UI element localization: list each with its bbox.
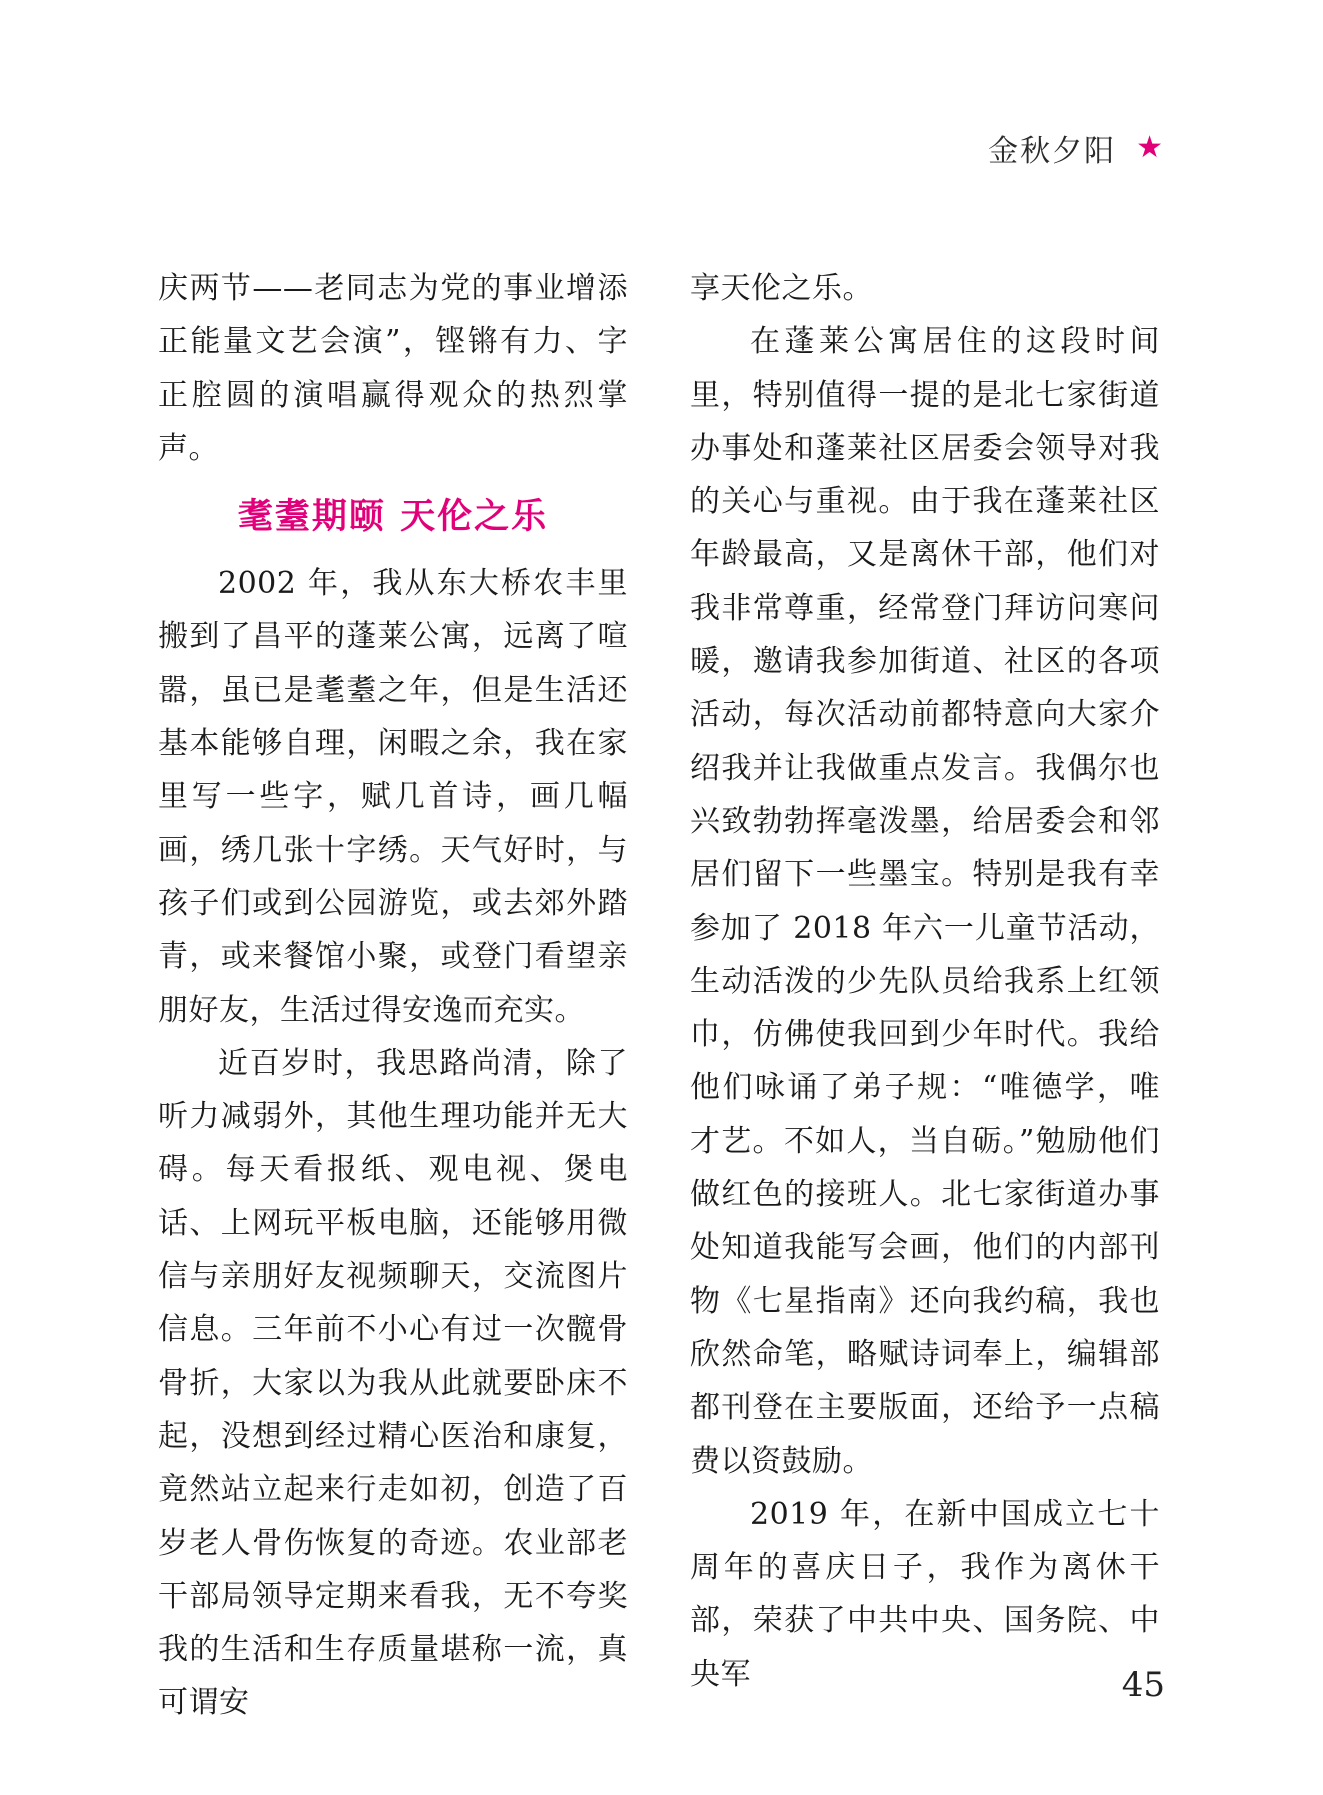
paragraph-continued: 庆两节——老同志为党的事业增添正能量文艺会演”，铿锵有力、字正腔圆的演唱赢得观众的热烈掌声。: [158, 271, 628, 466]
star-icon: ★: [1136, 130, 1163, 165]
left-column: [158, 262, 628, 1730]
running-header: [988, 126, 1163, 170]
right-column: [690, 262, 1160, 1701]
section-heading: 耄耋期颐 天伦之乐: [237, 497, 549, 538]
paragraph: 近百岁时，我思路尚清，除了听力减弱外，其他生理功能并无大碍。每天看报纸、观电视、煲电话、上网玩平板电脑，还能够用微信与亲朋好友视频聊天，交流图片信息。三年前不小心有过一次髋骨骨折，大家以为我从此就要卧床不起，没想到经过精心医治和康复，竟然站立起来行走如初，创造了百岁老人骨伤恢复的奇迹。农业部老干部局领导定期来看我，无不夸奖我的生活和生存质量堪称一流，真可谓安: [158, 1045, 628, 1721]
section-title: 金秋夕阳: [988, 134, 1117, 169]
paragraph: 在蓬莱公寓居住的这段时间里，特别值得一提的是北七家街道办事处和蓬莱社区居委会领导对我的关心与重视。由于我在蓬莱社区年龄最高，又是离休干部，他们对我非常尊重，经常登门拜访问寒问暖，邀请我参加街道、社区的各项活动，每次活动前都特意向大家介绍我并让我做重点发言。我偶尔也兴致勃勃挥毫泼墨，给居委会和邻居们留下一些墨宝。特别是我有幸参加了 2018 年六一儿童节活动，生动活泼的少先队员给我系上红领巾，仿佛使我回到少年时代。我给他们咏诵了弟子规：“唯德学，唯才艺。不如人，当自砺。”勉励他们做红色的接班人。北七家街道办事处知道我能写会画，他们的内部刊物《七星指南》还向我约稿，我也欣然命笔，略赋诗词奉上，编辑部都刊登在主要版面，还给予一点稿费以资鼓励。: [690, 324, 1160, 1479]
paragraph-continued: 享天伦之乐。: [690, 271, 873, 306]
paragraph: 2019 年，在新中国成立七十周年的喜庆日子，我作为离休干部，荣获了中共中央、国务院、中央军: [690, 1496, 1160, 1692]
paragraph: 2002 年，我从东大桥农丰里搬到了昌平的蓬莱公寓，远离了喧嚣，虽已是耄耋之年，但是生活还基本能够自理，闲暇之余，我在家里写一些字，赋几首诗，画几幅画，绣几张十字绣。天气好时，与孩子们或到公园游览，或去郊外踏青，或来餐馆小聚，或登门看望亲朋好友，生活过得安逸而充实。: [158, 566, 628, 1028]
page-number: 45: [1121, 1665, 1165, 1705]
